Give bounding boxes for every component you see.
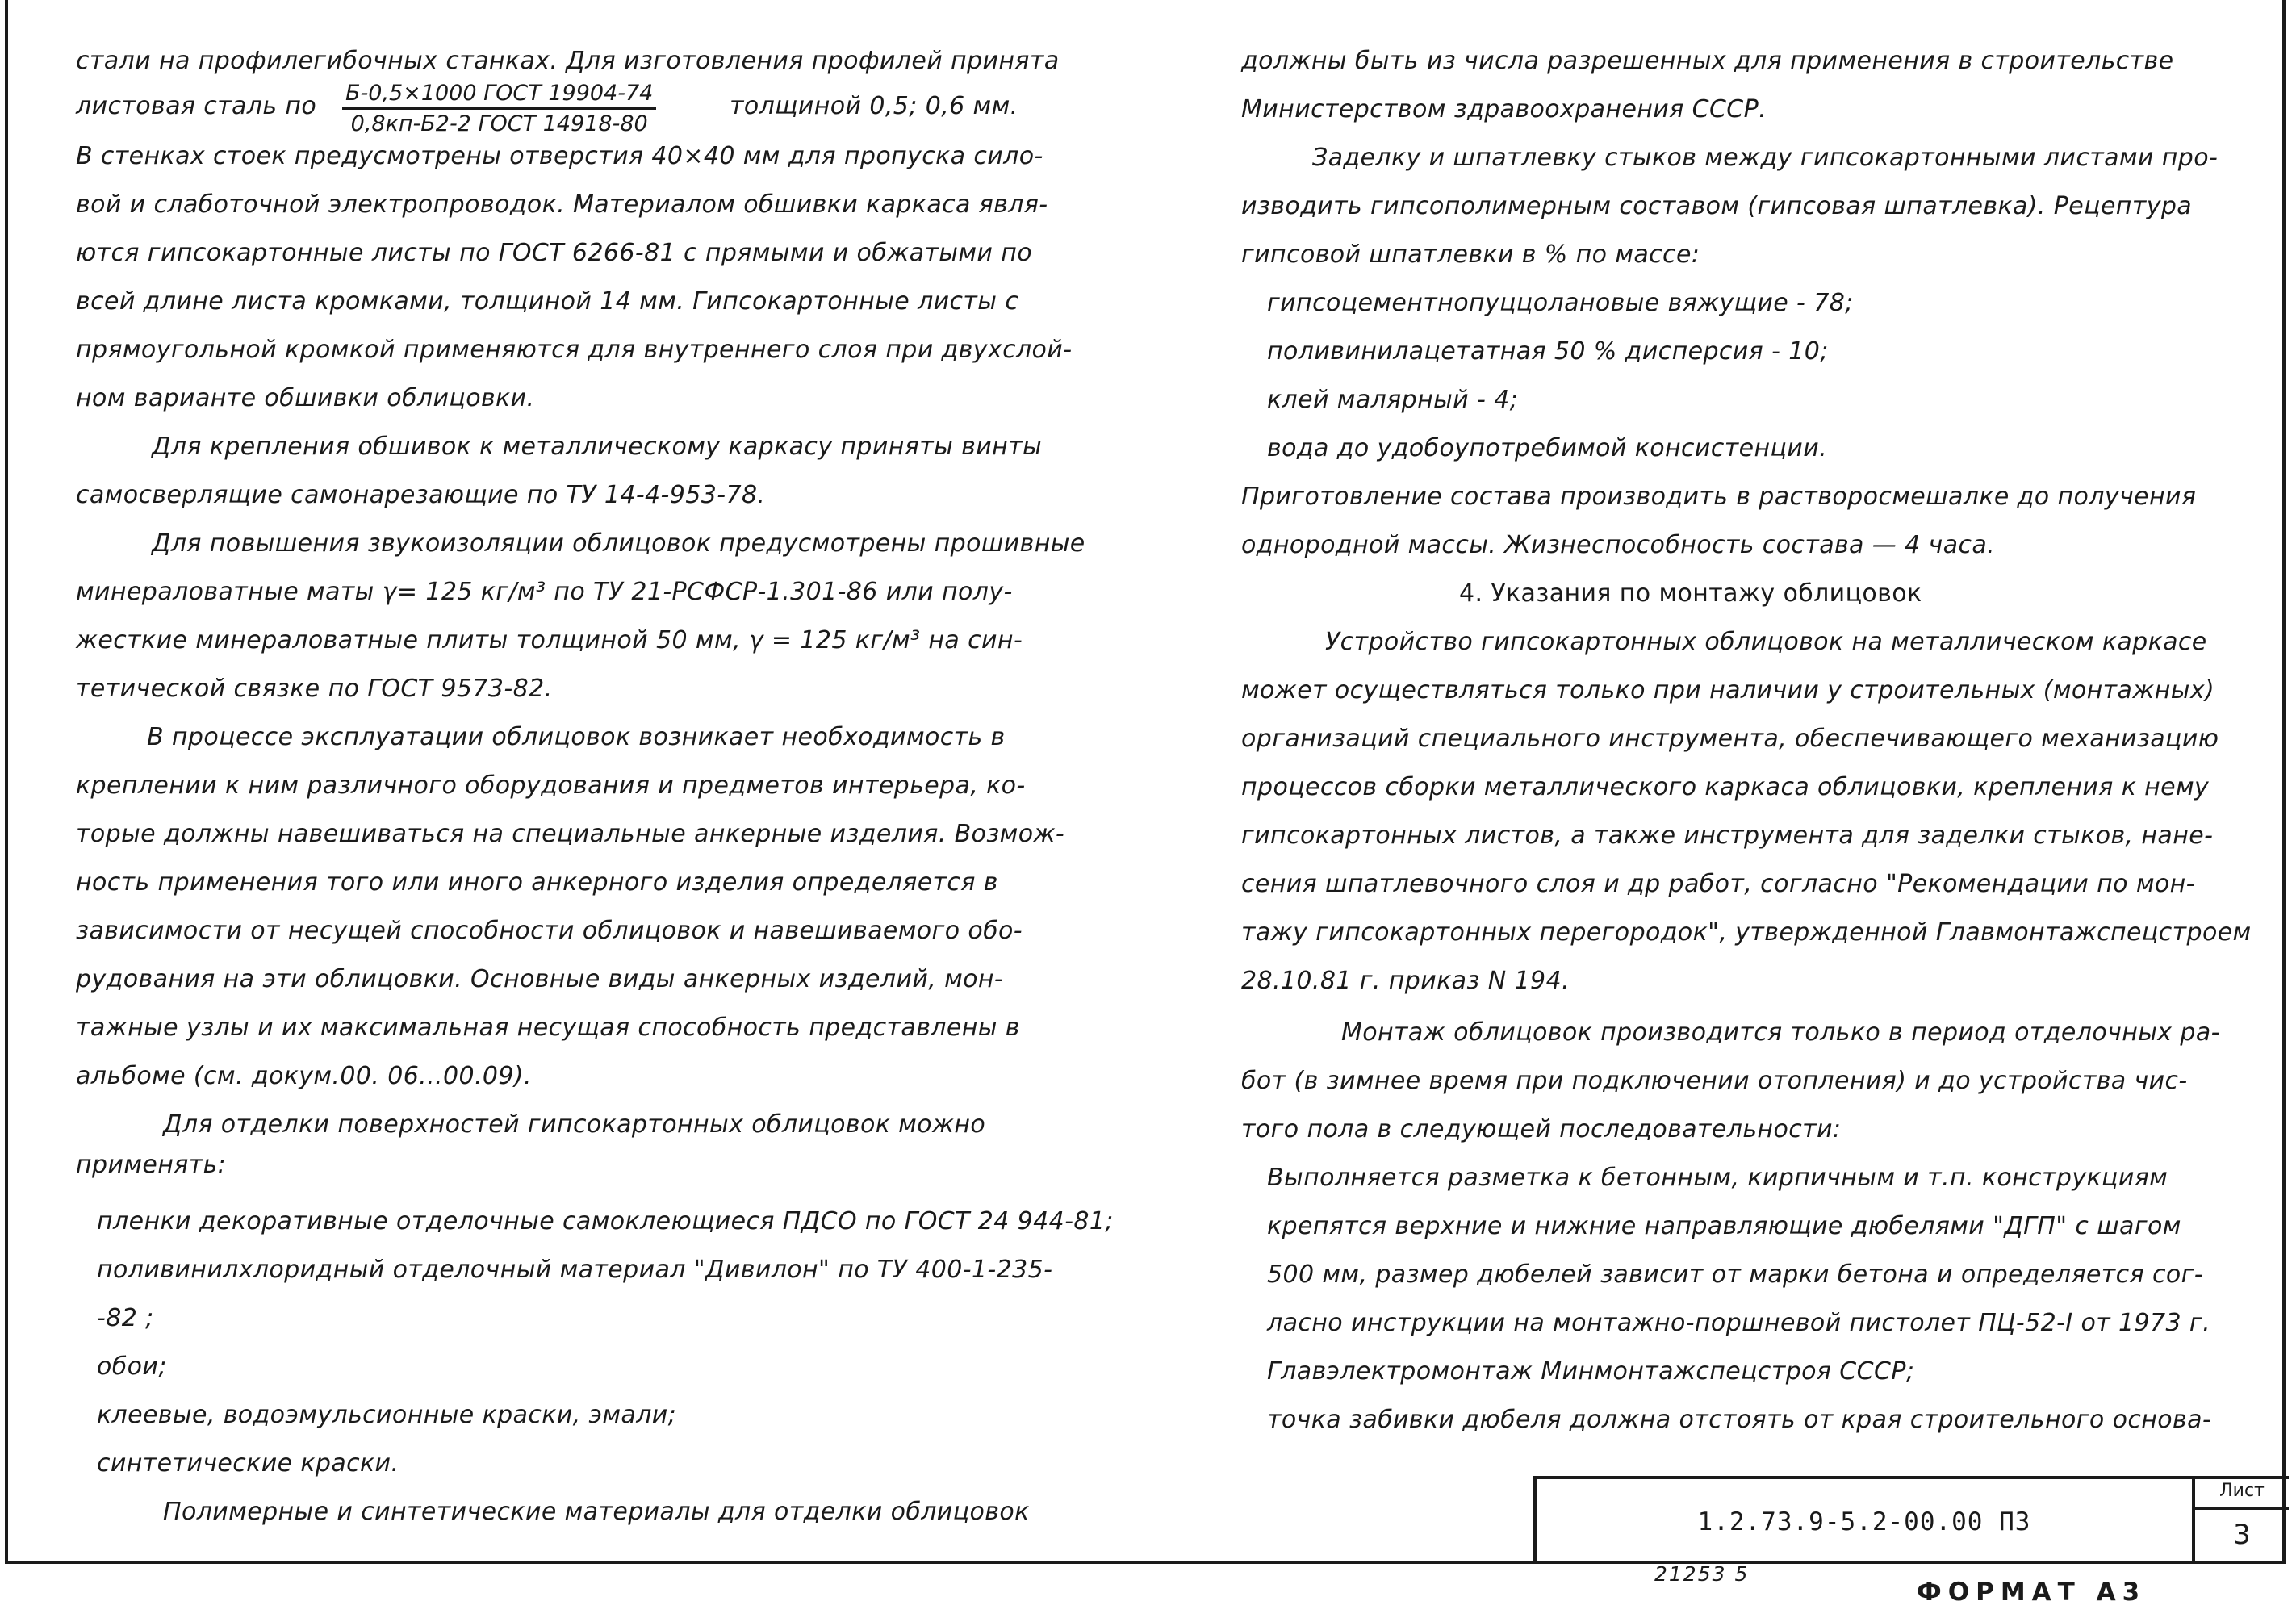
text-line: бот (в зимнее время при подключении отопления) и до устройства чис- <box>1241 1067 2188 1095</box>
text-line: Монтаж облицовок производится только в период отделочных ра- <box>1341 1018 2220 1047</box>
text-line: однородной массы. Жизнеспособность состава — 4 часа. <box>1241 531 1996 559</box>
text-line: должны быть из числа разрешенных для применения в строительстве <box>1241 47 2174 75</box>
text-line: Полимерные и синтетические материалы для отделки облицовок <box>163 1498 1030 1526</box>
text-line: минераловатные маты γ= 125 кг/м³ по ТУ 21-РСФСР-1.301-86 или полу- <box>76 578 1013 606</box>
text-line: листовая сталь по <box>76 92 317 120</box>
text-line: Министерством здравоохранения СССР. <box>1241 95 1767 123</box>
text-line: толщиной 0,5; 0,6 мм. <box>730 92 1018 120</box>
list-item: клеевые, водоэмульсионные краски, эмали; <box>97 1401 677 1429</box>
text-line: Для отделки поверхностей гипсокартонных облицовок можно <box>163 1110 986 1139</box>
text-line: жесткие минераловатные плиты толщиной 50 мм, γ = 125 кг/м³ на син- <box>76 626 1023 654</box>
list-item: гипсоцементнопуццолановые вяжущие - 78; <box>1267 289 1854 317</box>
list-item: 500 мм, размер дюбелей зависит от марки бетона и определяется сог- <box>1267 1260 2203 1289</box>
list-item: Главэлектромонтаж Минмонтажспецстроя СССР; <box>1267 1357 1915 1386</box>
text-line: сения шпатлевочного слоя и др работ, согласно "Рекомендации по мон- <box>1241 870 2195 898</box>
list-item: вода до удобоупотребимой консистенции. <box>1267 434 1828 462</box>
text-line: стали на профилегибочных станках. Для изготовления профилей принята <box>76 47 1060 75</box>
text-line: альбоме (см. докум.00. 06...00.09). <box>76 1062 532 1090</box>
text-line: тетической связке по ГОСТ 9573-82. <box>76 675 553 703</box>
text-line: прямоугольной кромкой применяются для внутреннего слоя при двухслой- <box>76 336 1073 364</box>
list-item: клей малярный - 4; <box>1267 386 1519 414</box>
text-line: торые должны навешиваться на специальные анкерные изделия. Возмож- <box>76 820 1065 848</box>
text-line: В процессе эксплуатации облицовок возникает необходимость в <box>147 723 1006 751</box>
text-line: ность применения того или иного анкерного изделия определяется в <box>76 868 998 897</box>
list-item: ласно инструкции на монтажно-поршневой пистолет ПЦ-52-I от 1973 г. <box>1267 1309 2211 1337</box>
text-line: Устройство гипсокартонных облицовок на металлическом каркасе <box>1325 628 2207 656</box>
text-line: того пола в следующей последовательности: <box>1241 1115 1842 1143</box>
inventory-number: 21253 5 <box>1654 1562 1750 1586</box>
section-heading: 4. Указания по монтажу облицовок <box>1459 579 1922 608</box>
title-block-stamp <box>1533 1476 2289 1564</box>
text-line: ются гипсокартонные листы по ГОСТ 6266-81 с прямыми и обжатыми по <box>76 239 1033 267</box>
list-item: крепятся верхние и нижние направляющие дюбелями "ДГП" с шагом <box>1267 1212 2181 1240</box>
list-item: обои; <box>97 1352 167 1381</box>
text-line: зависимости от несущей способности облицовок и навешиваемого обо- <box>76 917 1023 945</box>
text-line: всей длине листа кромками, толщиной 14 мм. Гипсокартонные листы с <box>76 287 1019 316</box>
text-line: процессов сборки металлического каркаса облицовки, крепления к нему <box>1241 773 2210 801</box>
text-line: может осуществляться только при наличии у строительных (монтажных) <box>1241 676 2215 704</box>
text-line: 28.10.81 г. приказ N 194. <box>1241 967 1570 995</box>
document-sheet <box>5 0 2286 1564</box>
list-item: Выполняется разметка к бетонным, кирпичным и т.п. конструкциям <box>1267 1164 2168 1192</box>
text-line: креплении к ним различного оборудования и предметов интерьера, ко- <box>76 771 1026 800</box>
steel-spec-formula <box>342 81 656 136</box>
text-line: изводить гипсополимерным составом (гипсовая шпатлевка). Рецептура <box>1241 192 2193 220</box>
list-item: поливинилацетатная 50 % дисперсия - 10; <box>1267 337 1829 366</box>
text-line: вой и слаботочной электропроводок. Материалом обшивки каркаса явля- <box>76 190 1048 219</box>
list-item: синтетические краски. <box>97 1449 399 1478</box>
text-line: Заделку и шпатлевку стыков между гипсокартонными листами про- <box>1312 144 2219 172</box>
formula-denominator: 0,8кп-Б2-2 ГОСТ 14918-80 <box>350 111 648 136</box>
text-line: Приготовление состава производить в растворосмешалке до получения <box>1241 483 2197 511</box>
text-line: Для повышения звукоизоляции облицовок предусмотрены прошивные <box>152 529 1085 558</box>
list-item: -82 ; <box>97 1304 154 1332</box>
sheet-label: Лист <box>2195 1479 2289 1510</box>
sheet-cell <box>2192 1479 2289 1564</box>
list-item: поливинилхлоридный отделочный материал "Дивилон" по ТУ 400-1-235- <box>97 1256 1053 1284</box>
list-item: пленки декоративные отделочные самоклеющиеся ПДСО по ГОСТ 24 944-81; <box>97 1207 1114 1235</box>
text-line: тажные узлы и их максимальная несущая способность представлены в <box>76 1014 1020 1042</box>
paper-format: ФОРМАТ А3 <box>1917 1578 2147 1607</box>
text-line: тажу гипсокартонных перегородок", утвержденной Главмонтажспецстроем <box>1241 918 2252 947</box>
document-code: 1.2.73.9-5.2-00.00 ПЗ <box>1697 1507 2031 1536</box>
text-line: организаций специального инструмента, обеспечивающего механизацию <box>1241 725 2219 753</box>
text-line: самосверлящие самонарезающие по ТУ 14-4-953-78. <box>76 481 766 509</box>
text-line: гипсокартонных листов, а также инструмента для заделки стыков, нане- <box>1241 821 2214 850</box>
text-line: применять: <box>76 1151 227 1179</box>
text-line: В стенках стоек предусмотрены отверстия 40×40 мм для пропуска сило- <box>76 142 1043 170</box>
text-line: ном варианте обшивки облицовки. <box>76 384 535 412</box>
sheet-number: 3 <box>2233 1519 2251 1551</box>
list-item: точка забивки дюбеля должна отстоять от края строительного основа- <box>1267 1406 2212 1434</box>
formula-numerator: Б-0,5×1000 ГОСТ 19904-74 <box>342 81 656 110</box>
text-line: гипсовой шпатлевки в % по массе: <box>1241 240 1700 269</box>
text-line: Для крепления обшивок к металлическому каркасу приняты винты <box>152 433 1043 461</box>
text-line: рудования на эти облицовки. Основные виды анкерных изделий, мон- <box>76 965 1004 993</box>
